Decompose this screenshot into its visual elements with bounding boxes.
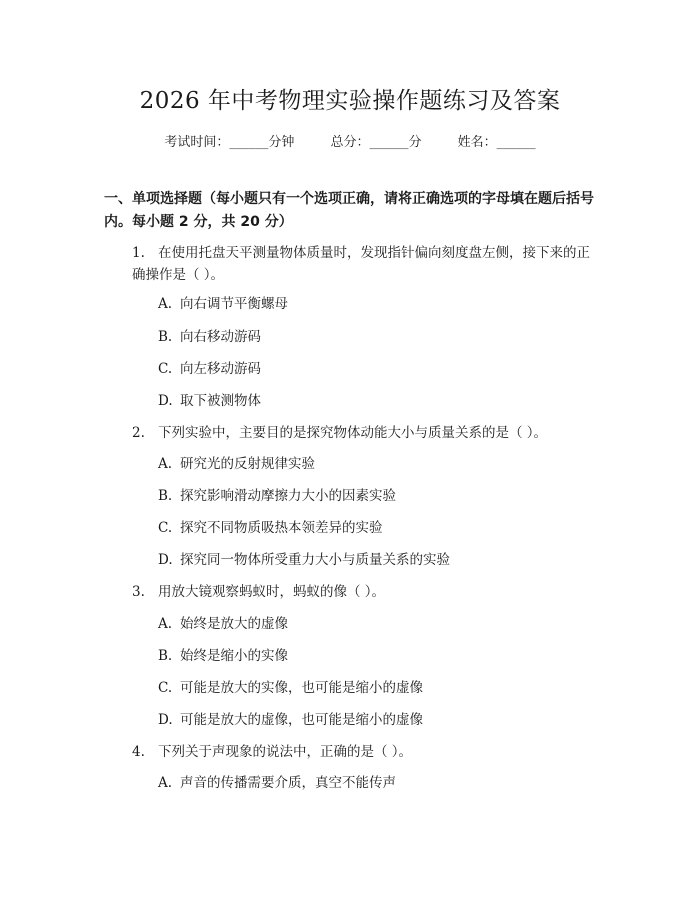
question-2 bbox=[132, 422, 602, 444]
option-letter: B. bbox=[158, 648, 173, 664]
page-title: 2026 年中考物理实验操作题练习及答案 bbox=[139, 88, 561, 114]
option-letter: D. bbox=[158, 552, 173, 568]
question-3 bbox=[132, 581, 602, 603]
option-text: 始终是放大的虚像 bbox=[180, 616, 288, 632]
option-text: 向右移动游码 bbox=[180, 329, 261, 345]
question-text: 下列实验中，主要目的是探究物体动能大小与质量关系的是（ ）。 bbox=[158, 425, 548, 441]
option-3b bbox=[158, 646, 288, 666]
option-text: 声音的传播需要介质，真空不能传声 bbox=[180, 775, 396, 791]
option-1a bbox=[158, 294, 288, 314]
option-4a bbox=[158, 773, 396, 793]
option-letter: A. bbox=[158, 616, 173, 632]
question-text: 在使用托盘天平测量物体质量时，发现指针偏向刻度盘左侧，接下来的正确操作是（ ）。 bbox=[132, 245, 590, 283]
option-text: 向右调节平衡螺母 bbox=[180, 296, 288, 312]
option-letter: D. bbox=[158, 712, 173, 728]
option-text: 探究影响滑动摩擦力大小的因素实验 bbox=[180, 488, 396, 504]
option-text: 向左移动游码 bbox=[180, 361, 261, 377]
option-text: 探究同一物体所受重力大小与质量关系的实验 bbox=[180, 552, 450, 568]
option-letter: C. bbox=[158, 520, 173, 536]
option-text: 研究光的反射规律实验 bbox=[180, 456, 315, 472]
option-1c bbox=[158, 359, 261, 379]
option-1b bbox=[158, 327, 261, 347]
option-3c bbox=[158, 678, 423, 698]
option-1d bbox=[158, 391, 261, 411]
question-number: 1. bbox=[132, 245, 145, 261]
option-letter: D. bbox=[158, 393, 173, 409]
question-number: 3. bbox=[132, 584, 145, 600]
question-number: 2. bbox=[132, 425, 145, 441]
option-letter: B. bbox=[158, 488, 173, 504]
question-number: 4. bbox=[132, 744, 145, 760]
option-text: 取下被测物体 bbox=[180, 393, 261, 409]
option-3a bbox=[158, 614, 288, 634]
question-1 bbox=[132, 242, 602, 286]
total-score-field: 总分：______分 bbox=[330, 135, 422, 150]
student-name-field: 姓名：______ bbox=[457, 135, 536, 150]
section-heading: 一、单项选择题（每小题只有一个选项正确，请将正确选项的字母填在题后括号内。每小题 2 分，共 20 分） bbox=[104, 191, 594, 230]
option-letter: B. bbox=[158, 329, 173, 345]
question-4 bbox=[132, 741, 602, 763]
exam-info-line bbox=[0, 131, 700, 150]
question-text: 下列关于声现象的说法中，正确的是（ ）。 bbox=[158, 744, 413, 760]
option-2b bbox=[158, 486, 396, 506]
option-letter: C. bbox=[158, 680, 173, 696]
option-2d bbox=[158, 550, 450, 570]
option-text: 始终是缩小的实像 bbox=[180, 648, 288, 664]
option-text: 可能是放大的实像，也可能是缩小的虚像 bbox=[180, 680, 423, 696]
option-text: 探究不同物质吸热本领差异的实验 bbox=[180, 520, 383, 536]
option-3d bbox=[158, 710, 423, 730]
option-letter: C. bbox=[158, 361, 173, 377]
exam-time-field: 考试时间：______分钟 bbox=[164, 135, 295, 150]
option-2c bbox=[158, 518, 383, 538]
option-2a bbox=[158, 454, 315, 474]
option-letter: A. bbox=[158, 296, 173, 312]
option-letter: A. bbox=[158, 775, 173, 791]
option-letter: A. bbox=[158, 456, 173, 472]
question-text: 用放大镜观察蚂蚁时，蚂蚁的像（ ）。 bbox=[158, 584, 386, 600]
option-text: 可能是放大的虚像，也可能是缩小的虚像 bbox=[180, 712, 423, 728]
